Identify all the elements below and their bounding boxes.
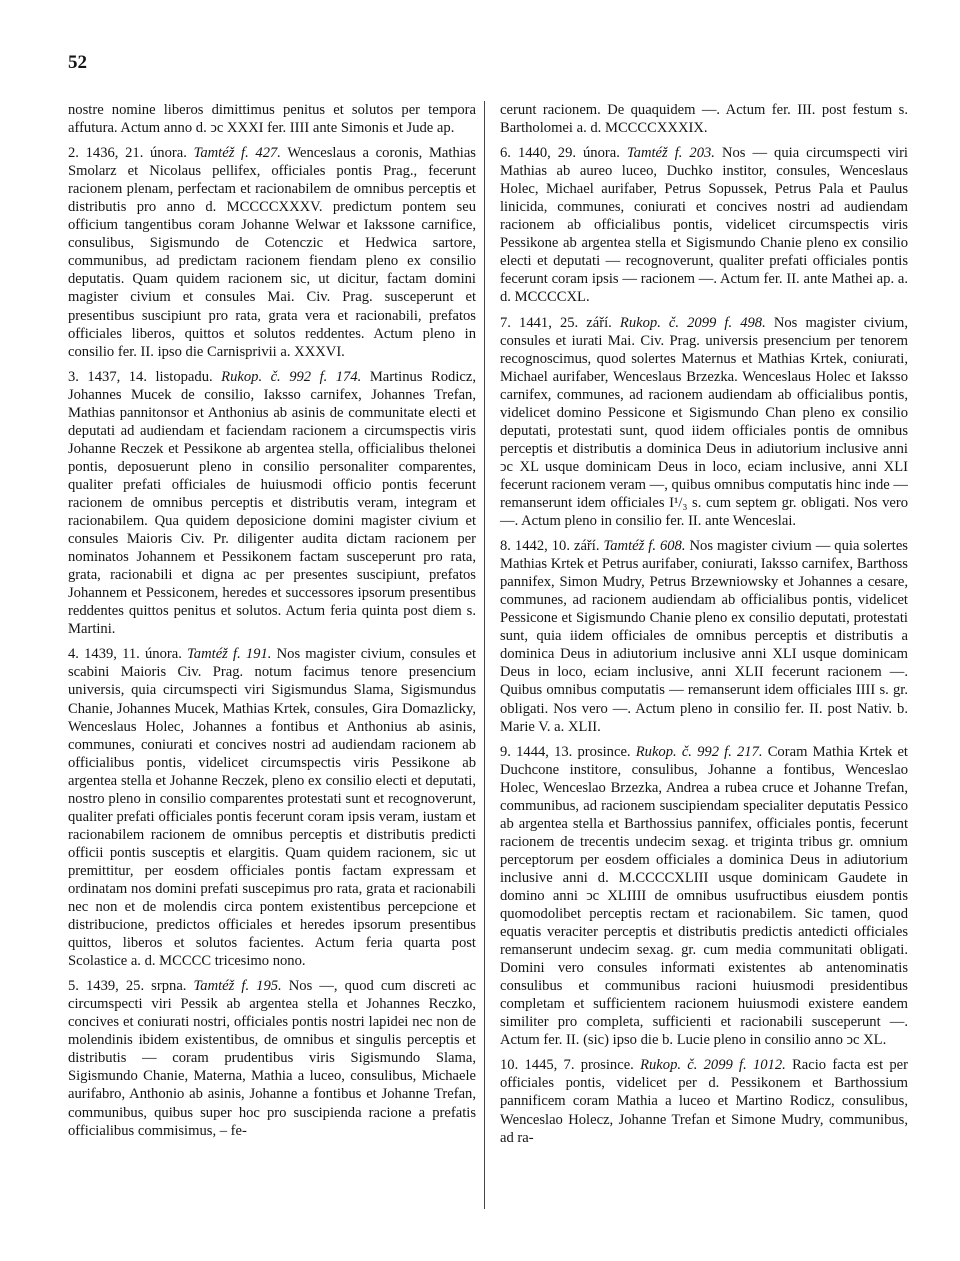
- entry-text: Nos magister civium, consules et scabini Maioris Civ. Prag. notum facimus tenore presencium universis, quia circumspecti viri Sigismundus Slama, Sigismundus Chanie, Johannes Mucek, Mathias Krtek, consules, Gira Domazlicky, Wenceslaus Holec, Johannes a fontibus et Anthonius ab asinis, communes, coniurati et concives nostri ad audiendam racionem ab officialibus pontis, videlicet circumspectis viris Pessikone ab argentea stella et Johanne Reczek, pleno ex consilio electi et deputati, nostro pleno in consilio comparentes protestati sunt et recognoverunt, qualiter prefati officiales pontis fecerunt coram ipsis veram, iustam et racionabilem racionem de omnibus perceptis et distributis predicti officii pontis susceptis et elargitis. Quam quidem racionem, sic ut premittitur, per eosdem officiales pontis factam expressam et ordinatam nos domini prefati suscepimus pro rata, grata et racionabili nec non et de molendis circa pontem existentibus percepcione et distribucione, predictos officiales et heredes ipsorum presentibus quittos, liberos et solutos facientes. Actum feria quarta post Scolastice a. d. MCCCC tricesimo nono.: [68, 646, 476, 970]
- entry-text: Nos magister civium, consules et iurati Mai. Civ. Prag. universis presencium per tenorem recognoscimus, quod solertes Maternus et Mathias Krtek, coniurati, Michael aurifaber, Wenceslaus Brzezka. Wenceslaus Holec et Iaksso carnifex, communes, ad racionem audiendam ab officialibus pontis, videlicet domino Pessicone et Sigismundo Chan pleno ex consilio deputati, protestati sunt, quod iidem officiales pontis de omnibus perceptis et distributis a dominica Deus in adiutorium inclusive anni ↄc XL usque dominicam Deus in loco, eciam inclusive, anni XLI fecerunt racionem veram —, quibus omnibus computatis hinc inde — remanserunt idem officiales I¹/₃ s. cum septem gr. obligati. Nos vero —. Actum pleno in consilio fer. II. ante Wenceslai.: [500, 314, 908, 530]
- entry-source: Tamtéž f. 191.: [187, 646, 272, 663]
- entry-text: Nos magister civium — quia solertes Mathias Krtek et Petrus aurifaber, coniurati, Iaksso carnifex, Barthoss pannifex, Simon Mudry, Petrus Brzewniowsky et Johannes a cesare, communes, ad racionem audiendam ab officialibus pontis, videlicet Pessicone et Sigismundo Chanie pleno ex consilio deputati, protestati sunt, quia iidem officiales de omnibus perceptis et distributis a dominica Deus in adiutorium inclusive anni XLI usque dominicam Deus in loco, eciam inclusive, anni XLII fecerunt racionem —. Quibus omnibus computatis — remanserunt idem officiales IIII s. gr. obligati. Nos vero —. Actum pleno in consilio fer. II. post Nativ. b. Marie V. a. XLII.: [500, 538, 908, 735]
- column-divider: [484, 101, 485, 1209]
- entry-text: Racio facta est per officiales pontis, videlicet per d. Pessikonem et Barthossium pannificem coram Mathia a luceo et Martino Rodicz, consulibus, Wenceslao Holecz, Johanne Trefan et Simone Mudry, communibus, ad ra-: [500, 1057, 909, 1146]
- entry-source: Rukop. č. 992 f. 217.: [635, 743, 763, 760]
- entry-7: [500, 314, 908, 531]
- entry-source: Tamtéž f. 608.: [603, 538, 686, 555]
- right-column: [500, 101, 908, 1154]
- entry-source: Tamtéž f. 195.: [193, 978, 282, 995]
- entry-5-continuation: cerunt racionem. De quaquidem —. Actum fer. III. post festum s. Bartholomei a. d. MCCCCXXXIX.: [500, 102, 908, 137]
- entry-heading: 7. 1441, 25. září.: [500, 314, 612, 331]
- entry-source: Rukop. č. 2099 f. 498.: [619, 314, 766, 331]
- entry-2: [68, 144, 476, 361]
- entry-1-continuation: nostre nomine liberos dimittimus penitus et solutos per tempora affutura. Actum anno d. ↄc XXXI fer. IIII ante Simonis et Jude ap.: [68, 102, 476, 137]
- entry-8: [500, 537, 908, 736]
- entry-source: Rukop. č. 2099 f. 1012.: [640, 1057, 786, 1074]
- entry-text: Nos —, quod cum discreti ac circumspecti viri Pessik ab argentea stella et Johannes Reczko, concives et coniurati nostri, officiales pontis nostri lapidei nec non de molendinis ibidem existentibus, de omnibus et singulis perceptis et distributis — coram prudentibus viris Sigismundo Slama, Sigismundo Chanie, Materna, Mathia a luceo, consulibus, Michaele aurifabro, Anthonio ab asinis, Johanne a fontibus et Johanne Trefan, communibus, quibus super hoc pro suscipienda racione a prefatis officialibus commisimus, – fe-: [68, 978, 476, 1139]
- entry-text: Nos — quia circumspecti viri Mathias ab aureo luceo, Duchko institor, consules, Wenceslaus Holec, Michael aurifaber, Petrus Sopussek, Petrus Pala et Paulus linicida, communes, coniurati et concives nostri ad audiendam racionem ab officialibus pontis, videlicet circumspectis viris Pessikone ab argentea stella et Sigismundo Chanie pleno ex consilio electi et deputati — recognoverunt, qualiter prefati officiales pontis fecerunt coram ipsis — racionem —. Actum fer. II. ante Mathei ap. a. d. MCCCCXL.: [500, 145, 908, 306]
- entry-heading: 3. 1437, 14. listopadu.: [68, 368, 213, 385]
- entry-9: [500, 743, 908, 1050]
- entry-heading: 5. 1439, 25. srpna.: [68, 978, 187, 995]
- entry-heading: 8. 1442, 10. září.: [500, 538, 600, 555]
- entry-heading: 10. 1445, 7. prosince.: [500, 1057, 634, 1074]
- entry-heading: 4. 1439, 11. února.: [68, 646, 182, 663]
- entry-text: Coram Mathia Krtek et Duchcone institore, consulibus, Johanne a fontibus, Wenceslao Holec, Wenceslao Brzezka, Andrea a rubea cruce et Johanne Trefan, communibus, ad racionem suscipiendam specialiter deputatis Pessico ab argentea stella et Barthossius pannifex, officiales pontis, fecerunt racionem de trecentis undecim sexag. et triginta tribus gr. omnium perceptorum per eosdem officiales a dominica Deus in adiutorium inclusive anni d. M.CCCCXLIII usque dominicam Gaudete in domino anni ↄc XLIIII de omnibus usufructibus eiusdem pontis quomodolibet perceptis rectam et racionabilem. Sic tamen, quod equatis veraciter perceptis et distributis predictis antedicti officiales remanserunt undecim sexag. gr. cum media communitati obligati. Domini vero consules informati existentes ab antenominatis consulibus et communibus racioni huiusmodi presidentibus completam et sufficientem racionem huiusmodi existere eandem similiter pro completa, sufficienti et racionabili susceperunt —. Actum fer. II. (sic) ipso die b. Lucie pleno in consilio anno ↄc XL.: [500, 743, 908, 1049]
- entry-source: Tamtéž f. 203.: [626, 145, 715, 162]
- entry-heading: 9. 1444, 13. prosince.: [500, 743, 631, 760]
- entry-5: [68, 977, 476, 1139]
- entry-3: [68, 368, 476, 639]
- entry-heading: 6. 1440, 29. února.: [500, 145, 620, 162]
- entry-4: [68, 645, 476, 970]
- entry-heading: 2. 1436, 21. února.: [68, 145, 187, 162]
- entry-10: [500, 1056, 908, 1146]
- left-column: [68, 101, 476, 1147]
- entry-source: Tamtéž f. 427.: [193, 145, 281, 162]
- page-number: 52: [68, 52, 87, 73]
- entry-text: Wenceslaus a coronis, Mathias Smolarz et Nicolaus pellifex, officiales pontis Prag., fecerunt racionem plenam, perfectam et racionabilem de omnibus perceptis et distributis pro anno d. MCCCCXXXV. predictum pontem seu officium tangentibus coram Johanne Welwar et Iakssone carnifice, consulibus, Sigismundo de Cotenczic et Hedwica sartore, communibus, ad predictam racionem fiendam pleno ex consilio deputatis. Quam quidem racionem sic, ut dicitur, factam domini magister civium et consules Mai. Civ. Prag. susceperunt et presentibus suscipiunt pro rata, grata vera et racionabili, prefatos officiales liberos, quittos et solutos reddentes. Actum pleno in consilio fer. II. ipso die Carnisprivii a. XXXVI.: [68, 145, 476, 360]
- entry-6: [500, 144, 908, 306]
- entry-source: Rukop. č. 992 f. 174.: [221, 368, 362, 385]
- entry-text: Martinus Rodicz, Johannes Mucek de consilio, Iaksso carnifex, Johannes Trefan, Mathias pannitonsor et Anthonius ab asinis de communitate electi et deputati ad audiendam et faciendam racionem a circumspectis viris Johanne Reczek et Pessikone ab argentea stella, officialibus thelonei pontis, deposuerunt pleno in consilio personaliter comparentes, qualiter prefati officiales de huiusmodi officio pontis fecerunt racionem de omnibus perceptis et distributis veram, integram et racionabilem. Qua quidem deposicione domini magister civium et consules Maioris Civ. Pr. diligenter audita dictam racionem per nominatos Johannem et Pessikonem factam susceperunt pro rata, grata, racionabili et digna ac per presentes suscipiunt, prefatos Johannem et Pessiconem, heredes et successores ipsorum presentibus reddentes quittos penitus et solutos. Actum feria quinta post diem s. Martini.: [68, 368, 476, 638]
